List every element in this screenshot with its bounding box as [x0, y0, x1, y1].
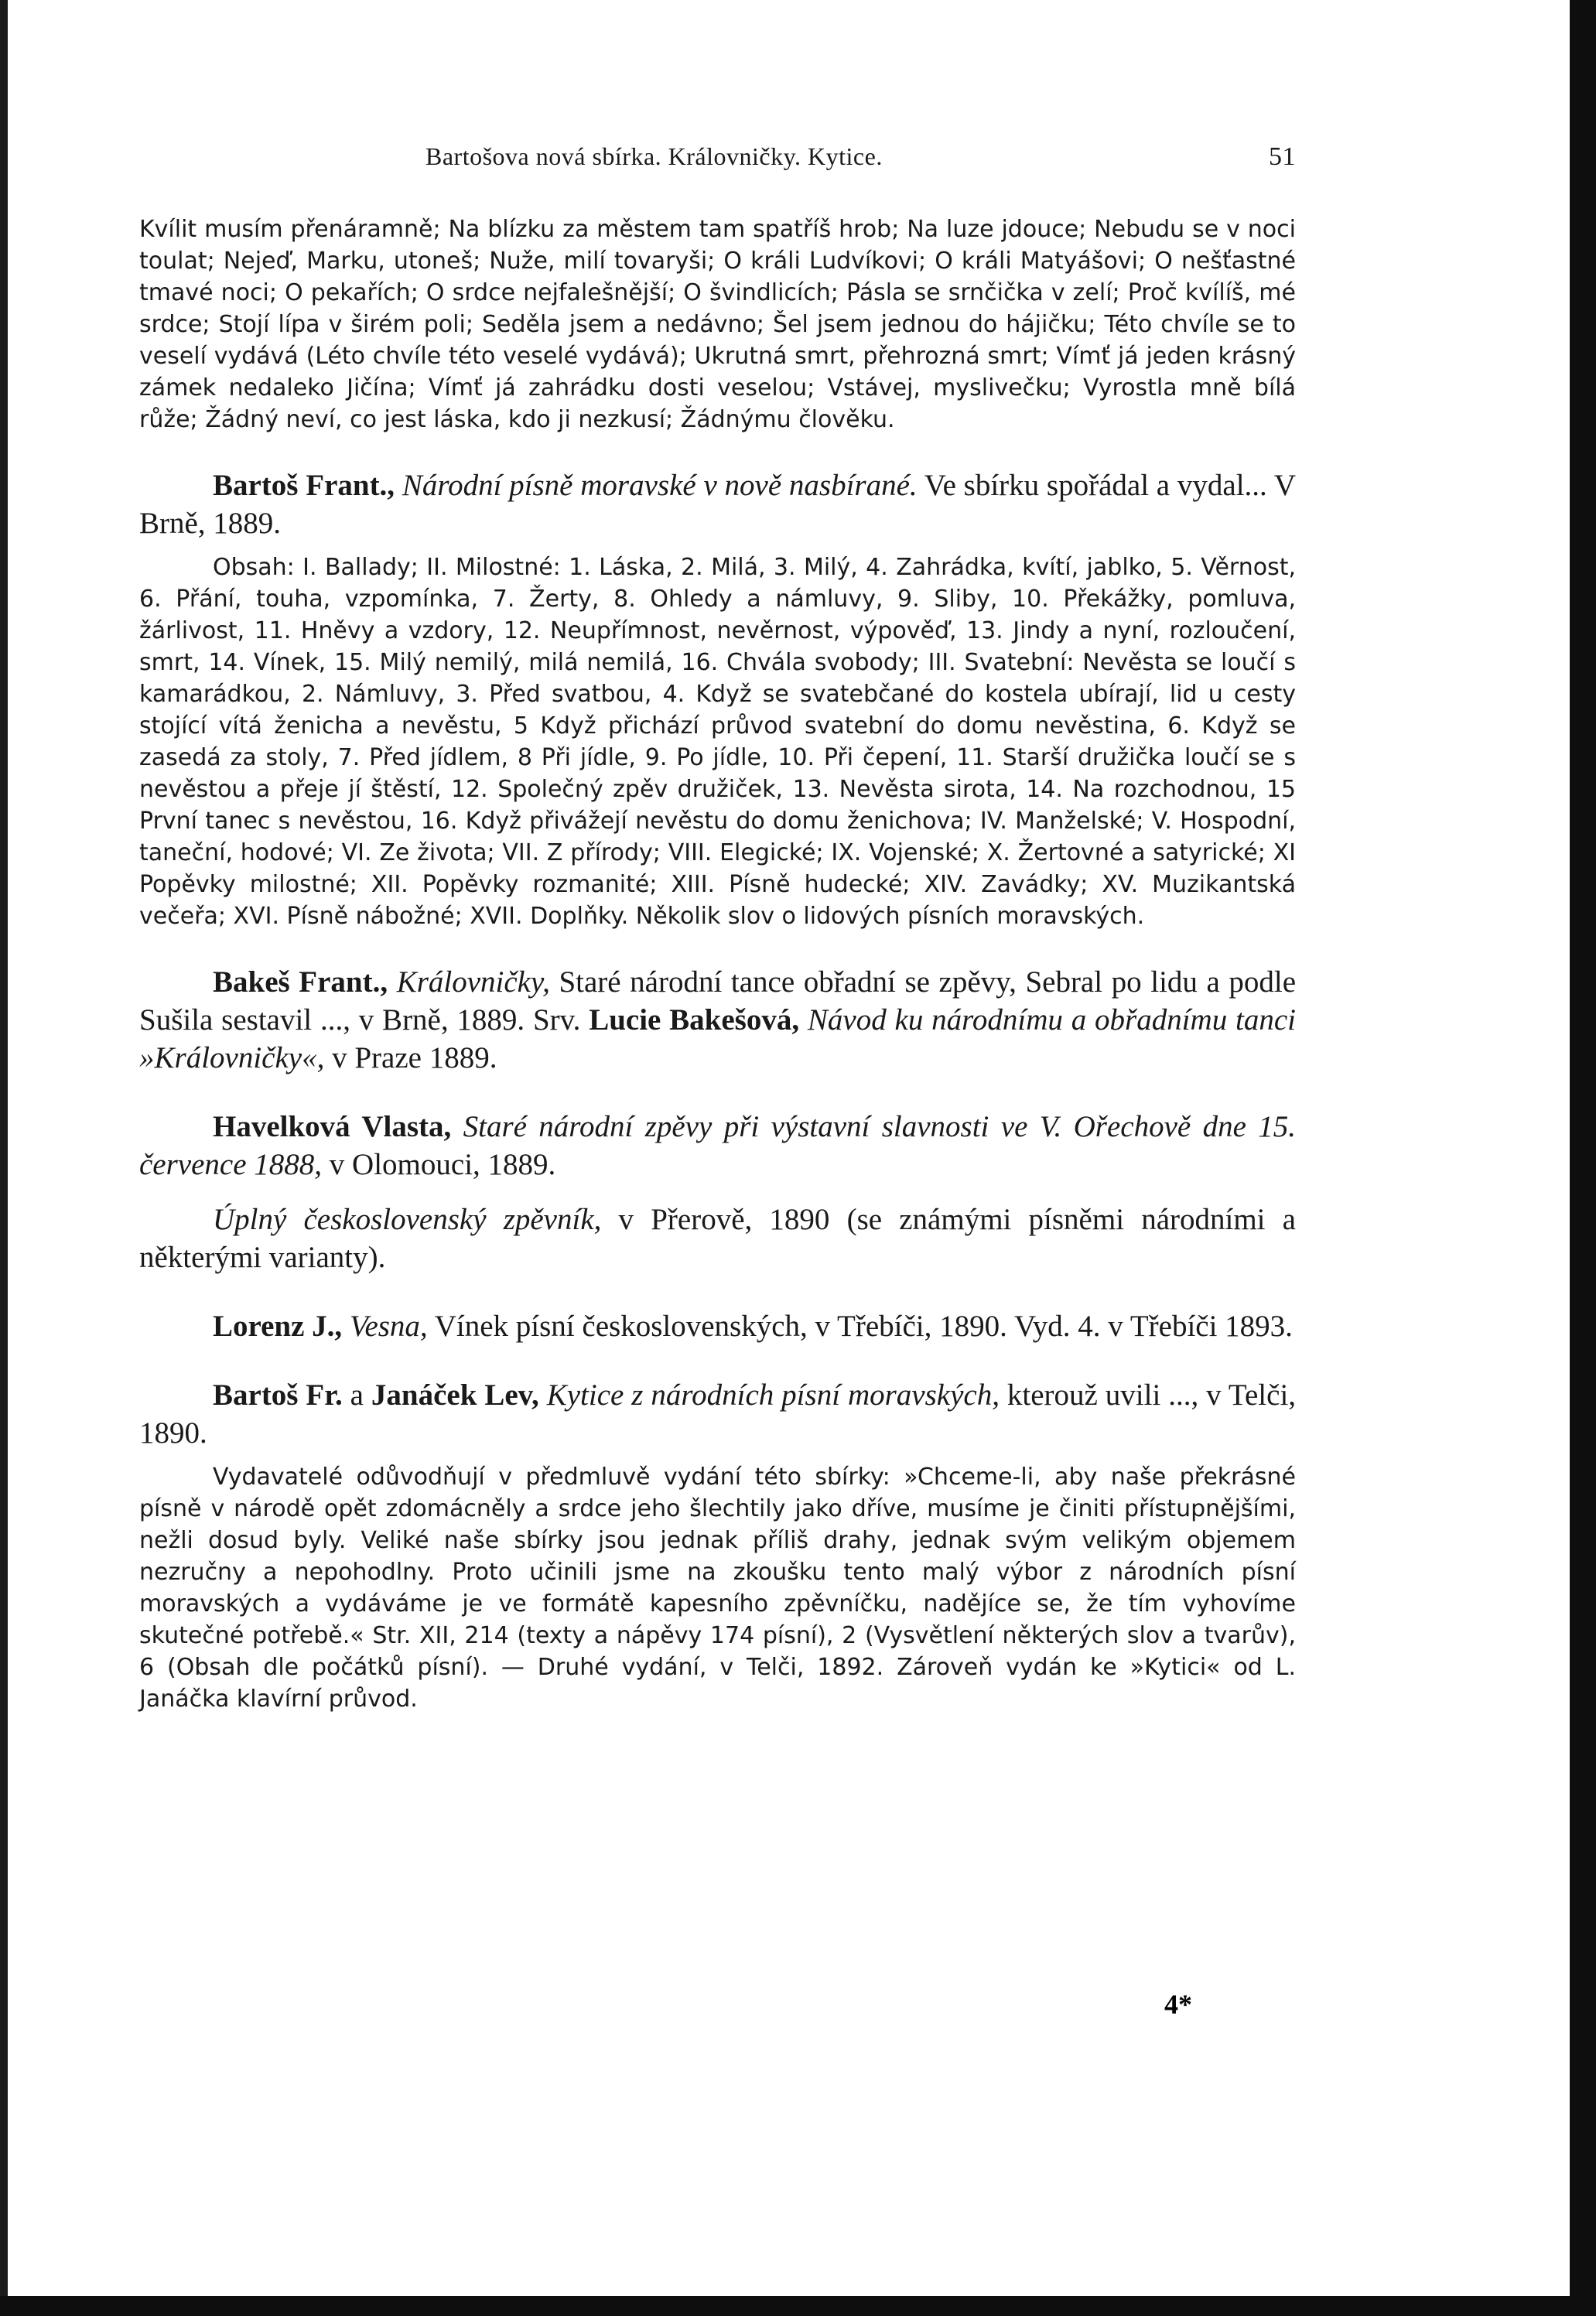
entry-title: Úplný československý zpěvník, — [213, 1203, 602, 1236]
bibliography-entry-bartos — [139, 466, 1296, 542]
entry-author: Lorenz J., — [213, 1310, 343, 1343]
scan-edge-right — [1570, 0, 1596, 2316]
entry-author: Bartoš Fr. — [213, 1378, 343, 1412]
entry-details: Ve sbírku spořádal a vydal... V Brně, 1889. — [139, 469, 1296, 540]
entry-details: Staré národní tance obřadní se zpěvy, Sebral po lidu a podle Sušila sestavil ..., v Brně, 1889. Srv. — [139, 965, 1297, 1037]
entry-connector: a — [342, 1378, 371, 1412]
entry-details: kterouž uvili ..., v Telči, 1890. — [139, 1378, 1297, 1450]
entry-author: Bartoš Frant., — [213, 469, 395, 502]
entry-details: v Olomouci, 1889. — [322, 1148, 556, 1181]
entry-details: v Přerově, 1890 (se známými písněmi národními a některými varianty). — [139, 1203, 1296, 1274]
page-number: 51 — [1269, 142, 1296, 171]
bibliography-entry-bakes — [139, 963, 1296, 1077]
entry-second-details: v Praze 1889. — [324, 1041, 497, 1074]
bibliography-entry-kytice — [139, 1376, 1296, 1452]
entry-second-title: Návod ku národnímu a obřadnímu tanci »Královničky«, — [139, 1003, 1296, 1074]
running-head — [139, 132, 1296, 178]
entry-title: Vesna, — [349, 1310, 428, 1343]
entry-second-author: Janáček Lev, — [371, 1378, 539, 1412]
entry-description: Vydavatelé odůvodňují v předmluvě vydání této sbírky: »Chceme-li, aby naše překrásné písně v národě opět zdomácněly a srdce jeho šlechtily jako dříve, musíme je činiti přístupnějšími, nežli dosud byly. Veliké naše sbírky jsou jednak příliš drahy, jednak svým velikým objemem nezručny a nepohodlny. Proto učinili jsme na zkoušku tento malý výbor z národních písní moravských a vydáváme je ve formátě kapesního zpěvníčku, nadějíce se, že tím vyhovíme skutečné potřebě.« Str. XII, 214 (texty a nápěvy 174 písní), 2 (Vysvětlení některých slov a tvarův), 6 (Obsah dle počátků písní). — Druhé vydání, v Telči, 1892. Zároveň vydán ke »Kytici« od L. Janáčka klavírní průvod. — [139, 1464, 1296, 1713]
signature-mark: 4* — [1164, 1989, 1192, 2020]
bibliography-entry-havelkova — [139, 1108, 1296, 1184]
running-title: Bartošova nová sbírka. Královničky. Kytice. — [425, 142, 883, 170]
entry-details: Vínek písní československých, v Třebíči, 1890. Vyd. 4. v Třebíči 1893. — [427, 1310, 1293, 1343]
entry-contents: Obsah: I. Ballady; II. Milostné: 1. Láska, 2. Milá, 3. Milý, 4. Zahrádka, kvítí, jablko, 5. Věrnost, 6. Přání, touha, vzpomínka, 7. Žerty, 8. Ohledy a námluvy, 9. Sliby, 10. Překážky, pomluva, žárlivost, 11. Hněvy a vzdory, 12. Neupřímnost, nevěrnost, výpověď, 13. Jindy a nyní, rozloučení, smrt, 14. Vínek, 15. Milý nemilý, milá nemilá, 16. Chvála svobody; III. Svatební: Nevěsta se loučí s kamarádkou, 2. Námluvy, 3. Před svatbou, 4. Když se svatebčané do kostela ubírají, lid u cesty stojící vítá ženicha a nevěstu, 5 Když přichází průvod svatební do domu nevěstina, 6. Když se zasedá za stoly, 7. Před jídlem, 8 Při jídle, 9. Po jídle, 10. Při čepení, 11. Starší družička loučí se s nevěstou a přeje jí štěstí, 12. Společný zpěv družiček, 13. Nevěsta sirota, 14. Na rozchodnou, 15 První tanec s nevěstou, 16. Když přivážejí nevěstu do domu ženichova; IV. Manželské; V. Hospodní, taneční, hodové; VI. Ze života; VII. Z přírody; VIII. Elegické; IX. Vojenské; X. Žertovné a satyrické; XI Popěvky milostné; XII. Popěvky rozmanité; XIII. Písně hudecké; XIV. Zavádky; XV. Muzikantská večeřa; XVI. Písně nábožné; XVII. Doplňky. Několik slov o lidových písních moravských. — [139, 554, 1296, 930]
scan-edge-bottom — [0, 2296, 1596, 2316]
entry-author: Bakeš Frant., — [213, 965, 388, 999]
entry-author: Havelková Vlasta, — [213, 1110, 452, 1143]
entry-title: Národní písně moravské v nově nasbírané. — [402, 469, 918, 502]
entry-second-author: Lucie Bakešová, — [589, 1003, 800, 1037]
page-content — [139, 132, 1296, 1715]
bibliography-entry-zpevnik — [139, 1201, 1296, 1276]
intro-paragraph: Kvílit musím přenáramně; Na blízku za městem tam spatříš hrob; Na luze jdouce; Nebudu se v noci toulat; Nejeď, Marku, utoneš; Nuže, milí tovaryši; O králi Ludvíkovi; O králi Matyášovi; O nešťastné tmavé noci; O pekařích; O srdce nejfalešnější; O švindlicích; Pásla se srnčička v zelí; Proč kvílíš, mé srdce; Stojí lípa v širém poli; Seděla jsem a nedávno; Šel jsem jednou do hájičku; Této chvíle se to veselí vydává (Léto chvíle této veselé vydává); Ukrutná smrt, přehrozná smrt; Vímť já jeden krásný zámek nedaleko Jičína; Vímť já zahrádku dosti veselou; Vstávej, myslivečku; Vyrostla mně bílá růže; Žádný neví, co jest láska, kdo ji nezkusí; Žádnýmu člověku. — [139, 216, 1296, 433]
entry-title: Kytice z národních písní moravských, — [546, 1378, 1000, 1412]
entry-title: Staré národní zpěvy při výstavní slavnosti ve V. Ořechově dne 15. července 1888, — [139, 1110, 1297, 1181]
bibliography-entry-lorenz — [139, 1307, 1296, 1345]
entry-title: Královničky, — [396, 965, 550, 999]
scan-edge-left — [0, 0, 8, 2316]
